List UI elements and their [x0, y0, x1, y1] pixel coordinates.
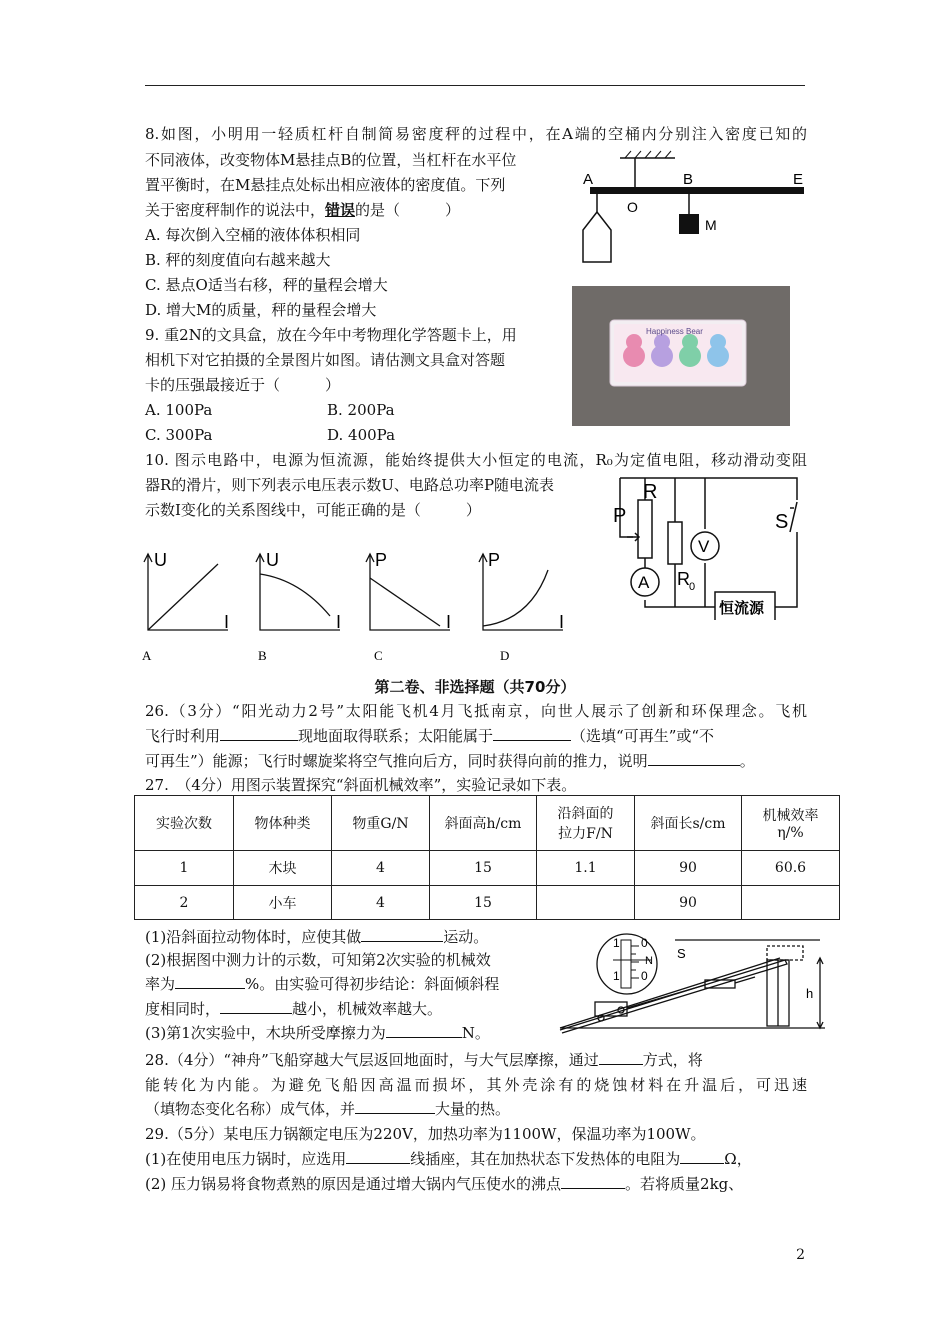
q9-line-2: 相机下对它拍摄的全景图片如图。请估测文具盒对答题 [145, 351, 506, 369]
q27-part-2b: 率为 %。由实验可得初步结论：斜面倾斜程 [145, 975, 500, 993]
graph-a-name: A [142, 648, 152, 663]
q29-blank-2 [680, 1149, 724, 1164]
q10-line-3: 示数I变化的关系图线中，可能正确的是（ ） [145, 501, 481, 519]
th-trial: 实验次数 [135, 796, 234, 851]
q29-line-2: (1)在使用电压力锅时，应选用 线插座，其在加热状态下发热体的电阻为 Ω， [145, 1150, 752, 1168]
q9-line-1: 9. 重2N的文具盒，放在今年中考物理化学答题卡上，用 [145, 326, 517, 344]
graph-b-name: B [258, 648, 267, 663]
q26-blank-1 [220, 726, 298, 741]
graph-b-xlabel: I [336, 612, 342, 632]
q8-option-c: C. 悬点O适当右移，秤的量程会增大 [145, 276, 388, 294]
th-length: 斜面长s/cm [635, 796, 742, 851]
q27-part-1: (1)沿斜面拉动物体时，应使其做 运动。 [145, 928, 489, 946]
header-rule [145, 85, 805, 86]
th-efficiency: 机械效率 η/% [742, 796, 840, 851]
q10-line-1: 10. 图示电路中，电源为恒流源，能始终提供大小恒定的电流，R₀为定值电阻，移动滑动变阻 [145, 451, 807, 469]
q8-stem-tail: 的是（ ） [355, 201, 461, 219]
q28-line-3: （填物态变化名称）成气体，并 大量的热。 [145, 1100, 511, 1118]
q26-line-1: 26.（3分）“阳光动力2号”太阳能飞机4月飞抵南京，向世人展示了创新和环保理念。飞机 [145, 702, 807, 720]
q26-line-3: 可再生”）能源；飞行时螺旋桨将空气推向后方，同时获得向前的推力，说明 。 [145, 752, 755, 770]
q9-line-3: 卡的压强最接近于（ ） [145, 376, 341, 394]
page-number: 2 [796, 1247, 805, 1263]
lever-bar [590, 187, 804, 194]
label-h: h [806, 986, 814, 1001]
q27-blank-3 [220, 999, 292, 1014]
table-row: 2 小车 4 15 90 [135, 886, 840, 920]
q9-option-c: C. 300Pa [145, 426, 213, 444]
circuit-label-a: A [638, 573, 650, 592]
q27-intro: 27. （4分）用图示装置探究“斜面机械效率”，实验记录如下表。 [145, 776, 577, 794]
q26-line-2: 飞行时利用 现地面取得联系；太阳能属于 （选填“可再生”或“不 [145, 727, 715, 745]
scale-label-one: 1 [613, 936, 620, 950]
q8-line-4 [145, 200, 460, 220]
q8-line-2: 不同液体，改变物体M悬挂点B的位置，当杠杆在水平位 [145, 151, 517, 169]
th-weight: 物重G/N [332, 796, 430, 851]
graph-c-ylabel: P [375, 550, 388, 570]
lever-diagram [575, 150, 810, 270]
q27-blank-4 [386, 1023, 462, 1038]
th-force: 沿斜面的 拉力F/N [537, 796, 635, 851]
q27-part-2c: 度相同时， 越小，机械效率越大。 [145, 1000, 443, 1018]
circuit-label-v: V [698, 537, 710, 556]
table-row: 1 木块 4 15 1.1 90 60.6 [135, 851, 840, 886]
label-m: M [705, 217, 717, 233]
q28-blank-2 [355, 1099, 435, 1114]
scale-label-one-bottom: 1 [613, 969, 620, 983]
q28-line-1: 28.（4分）“神舟”飞船穿越大气层返回地面时，与大气层摩擦，通过 方式，将 [145, 1051, 703, 1069]
bucket-icon [583, 212, 611, 262]
q29-line-1: 29.（5分）某电压力锅额定电压为220V，加热功率为1100W，保温功率为100W。 [145, 1125, 706, 1143]
q8-stem-end: 关于密度秤制作的说法中， [145, 201, 326, 219]
circuit-label-s: S [775, 511, 789, 533]
q28-line-2: 能转化为内能。为避免飞船因高温而损坏，其外壳涂有的烧蚀材料在升温后，可迅速 [145, 1076, 807, 1094]
graph-a-xlabel: I [224, 612, 230, 632]
q27-blank-2 [175, 974, 245, 989]
label-e: E [793, 171, 804, 188]
weight-m-icon [679, 214, 699, 234]
section-title: 第二卷、非选择题（共70分） [374, 678, 576, 696]
circuit-label-r: R [643, 481, 658, 503]
q27-blank-1 [361, 927, 443, 942]
circuit-label-r0: R [677, 569, 690, 589]
q10-line-2: 器R的滑片，则下列表示电压表示数U、电路总功率P随电流表 [145, 476, 555, 494]
q8-line-3: 置平衡时，在M悬挂点处标出相应液体的密度值。下列 [145, 176, 506, 194]
graph-d-name: D [500, 648, 510, 663]
label-a: A [583, 171, 594, 188]
incline-diagram [555, 930, 835, 1035]
table-header-row [135, 796, 840, 851]
th-height: 斜面高h/cm [430, 796, 537, 851]
q9-option-b: B. 200Pa [327, 401, 395, 419]
q27-part-3: (3)第1次实验中，木块所受摩擦力为 N。 [145, 1024, 490, 1042]
graph-c-name: C [374, 648, 383, 663]
circuit-diagram [605, 470, 810, 620]
efficiency-table [134, 795, 840, 920]
graph-c-xlabel: I [446, 612, 452, 632]
q29-blank-3 [561, 1174, 625, 1189]
q29-line-3: (2) 压力锅易将食物煮熟的原因是通过增大锅内气压使水的沸点 。若将质量2kg、 [145, 1175, 744, 1193]
label-s: S [677, 946, 686, 961]
q28-blank-1 [599, 1050, 643, 1065]
circuit-label-r0-sub: 0 [689, 581, 696, 593]
photo-brand-text: Happiness Bear [646, 327, 703, 336]
scale-label-zero-bottom: 0 [641, 969, 648, 983]
q9-option-d: D. 400Pa [327, 426, 396, 444]
q8-option-b: B. 秤的刻度值向右越来越大 [145, 251, 331, 269]
q10-graphs [140, 548, 590, 663]
q8-emphasis: 错误 [325, 201, 356, 219]
q29-blank-1 [346, 1149, 410, 1164]
q27-part-2: (2)根据图中测力计的示数，可知第2次实验的机械效 [145, 951, 491, 969]
graph-b-ylabel: U [266, 550, 279, 570]
resistor-r0 [668, 522, 682, 564]
th-object: 物体种类 [234, 796, 332, 851]
circuit-label-source: 恒流源 [719, 599, 765, 617]
q8-line-1: 8.如图，小明用一轻质杠杆自制简易密度秤的过程中，在A端的空桶内分别注入密度已知的 [145, 125, 807, 143]
q8-option-d: D. 增大M的质量，秤的量程会增大 [145, 301, 377, 319]
pencil-box-photo [572, 286, 790, 426]
circuit-label-p: P [613, 505, 627, 527]
label-b: B [683, 171, 694, 188]
scale-label-zero-top: 0 [641, 936, 648, 950]
graph-a-ylabel: U [154, 550, 167, 570]
label-o: O [627, 199, 638, 215]
q26-blank-3 [648, 751, 740, 766]
scale-label-n: N [645, 955, 653, 967]
q9-option-a: A. 100Pa [145, 401, 213, 419]
q26-blank-2 [493, 726, 571, 741]
graph-d-xlabel: I [559, 612, 565, 632]
rheostat-r [638, 500, 652, 558]
graph-d-ylabel: P [488, 550, 501, 570]
q8-option-a: A. 每次倒入空桶的液体体积相同 [145, 226, 361, 244]
